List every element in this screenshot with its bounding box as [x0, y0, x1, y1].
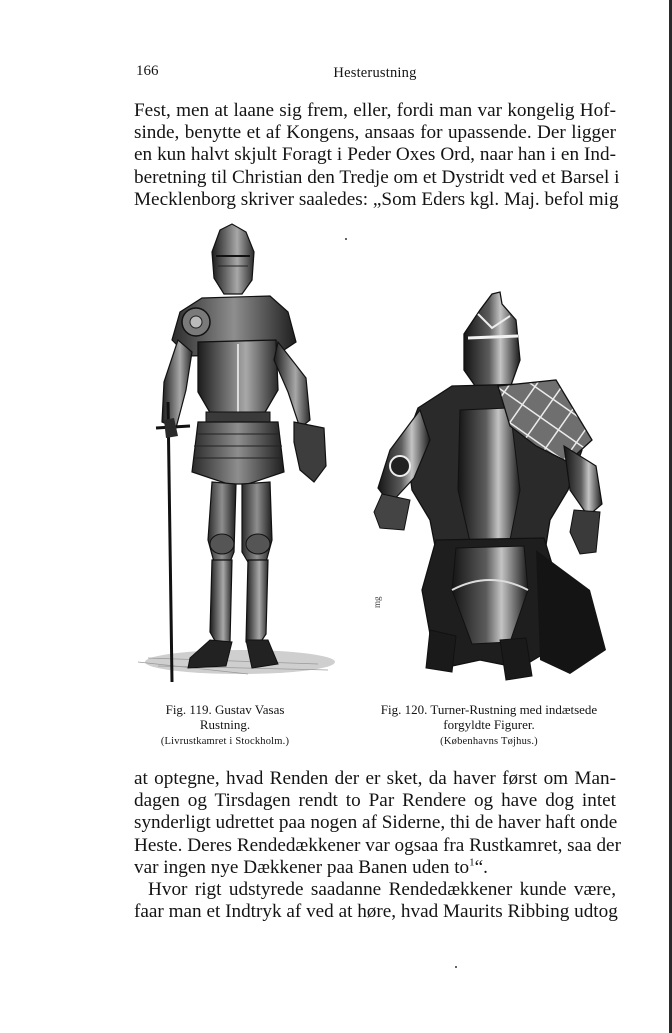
- text-line: Hvor rigt udstyrede saadanne Rendedækkener kunde være,: [148, 879, 616, 901]
- print-speck: [345, 238, 347, 240]
- caption-line: forgyldte Figurer.: [443, 717, 535, 732]
- text-line: Fest, men at laane sig frem, eller, fordi man var kongelig Hof-: [134, 100, 616, 121]
- page-header: [134, 63, 616, 85]
- text-fragment: “.: [474, 856, 488, 878]
- text-fragment: var ingen nye Dækkener paa Banen uden to: [134, 856, 470, 878]
- print-speck: [455, 966, 457, 968]
- text-line: beretning til Christian den Tredje om et Dystridt ved et Barsel i: [134, 166, 620, 188]
- text-line: Mecklenborg skriver saaledes: „Som Eders kgl. Maj. befol mig: [134, 188, 619, 210]
- caption-line: Fig. 119. Gustav Vasas: [165, 702, 285, 717]
- figure-120-turner-armour: [360, 290, 616, 692]
- caption-line: Fig. 120. Turner-Rustning med indætsede: [380, 702, 598, 717]
- text-line: en kun halvt skjult Foragt i Peder Oxes Ord, naar han i en Ind-: [134, 144, 616, 166]
- text-line: synderligt udrettet paa nogen af Siderne, thi de haver haft onde: [134, 812, 618, 834]
- text-line: at optegne, hvad Renden der er sket, da haver først om Man-: [134, 768, 616, 789]
- body-text-bottom: [134, 768, 621, 923]
- body-text-top: [134, 100, 620, 211]
- text-line: sinde, benytte et af Kongens, ansaas for upassende. Der ligger: [134, 122, 616, 144]
- text-line: [134, 857, 616, 879]
- text-line: Heste. Deres Rendedækkener var ogsaa fra Rustkamret, saa der: [134, 834, 621, 856]
- page-number: 166: [136, 63, 159, 79]
- caption-source: (Livrustkamret i Stockholm.): [160, 736, 290, 747]
- footnote-reference[interactable]: 1: [469, 856, 475, 869]
- text-line: dagen og Tirsdagen rendt to Par Rendere og have dog intet: [134, 790, 616, 812]
- figure-119-gustav-vasa-armour: [128, 222, 338, 688]
- svg-text:mg: mg: [372, 596, 382, 608]
- running-head: Hesterustning: [333, 65, 417, 81]
- caption-line: Rustning.: [199, 717, 251, 732]
- caption-source: (Københavns Tøjhus.): [440, 736, 538, 747]
- figure-119-caption: [120, 702, 330, 749]
- text-line: faar man et Indtryk af ved at høre, hvad Maurits Ribbing udtog: [134, 901, 618, 923]
- figure-120-caption: [358, 702, 620, 749]
